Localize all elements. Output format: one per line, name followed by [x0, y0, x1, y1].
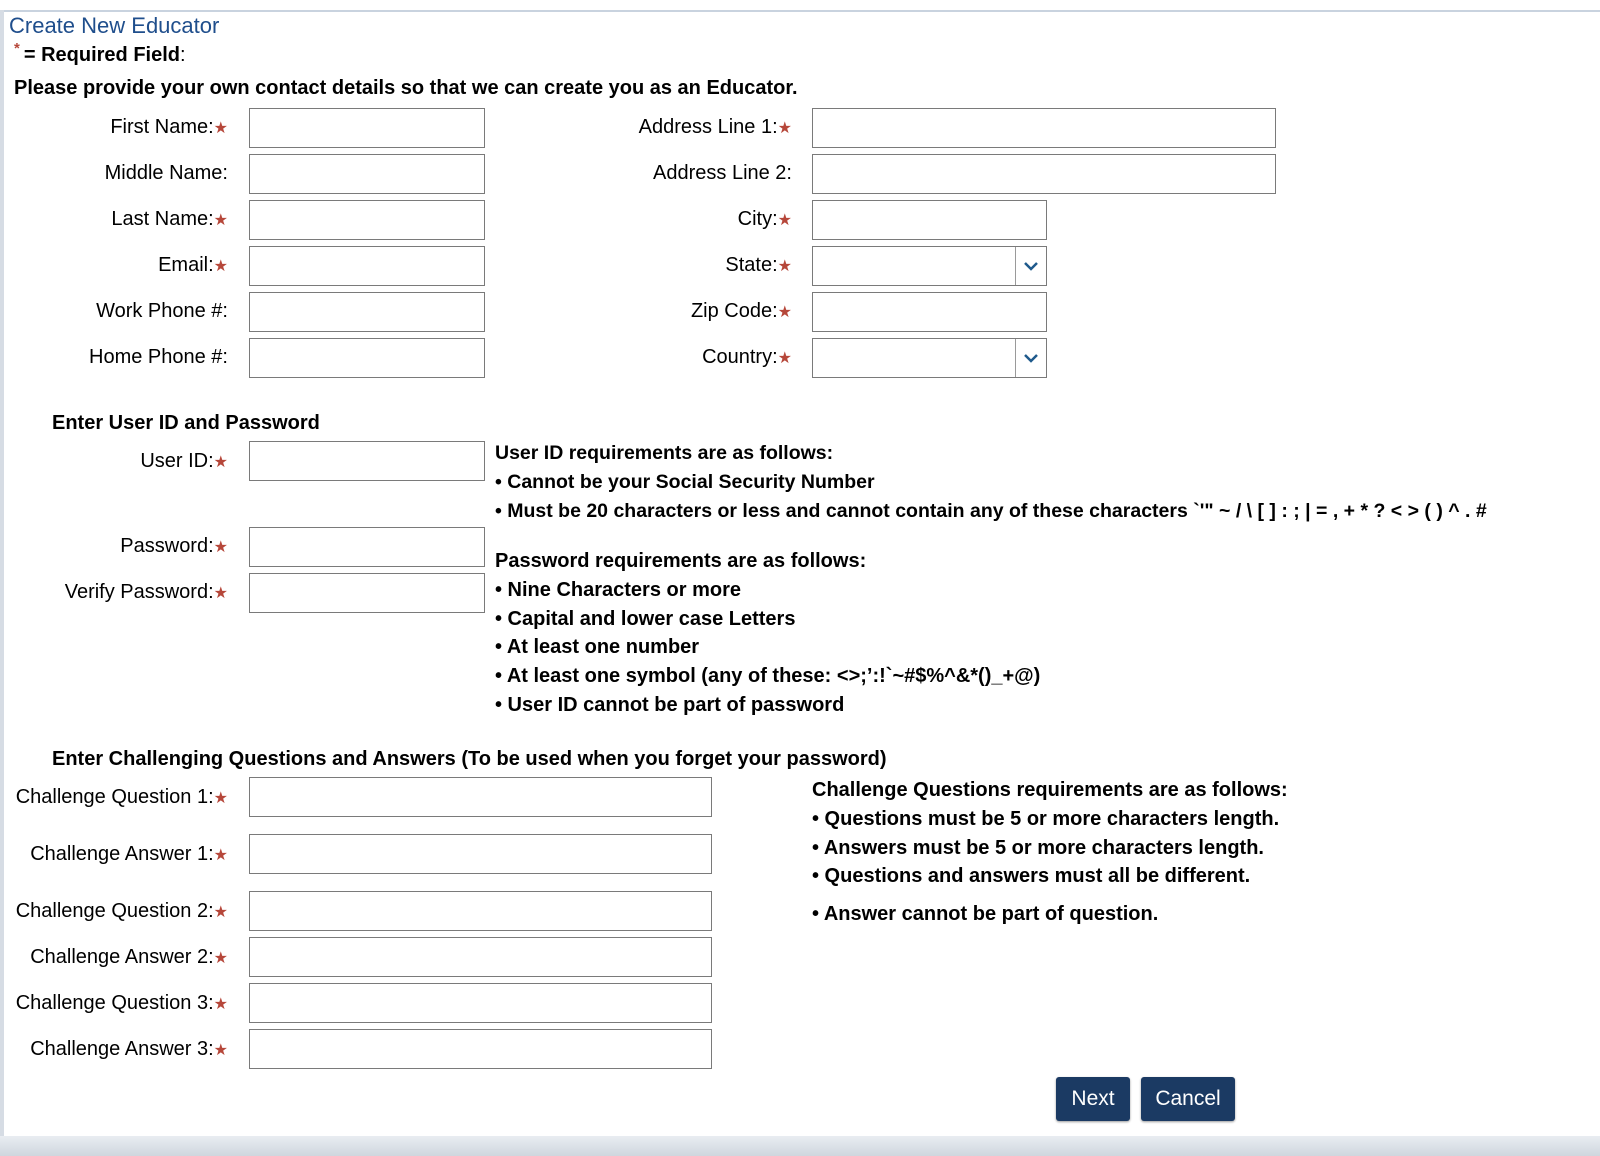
- chevron-down-icon[interactable]: [1015, 247, 1046, 285]
- challenge-question-2-input[interactable]: [249, 891, 712, 931]
- city-label: City:★: [737, 208, 792, 230]
- required-field-colon: :: [180, 44, 186, 66]
- email-label: Email:★: [158, 254, 228, 276]
- password-requirement: • At least one symbol (any of these: <>;’:!`~#$%^&*()_+@): [495, 665, 1041, 688]
- next-button[interactable]: Next: [1056, 1077, 1130, 1121]
- user-id-requirement: • Cannot be your Social Security Number: [495, 470, 875, 493]
- required-star-icon: ★: [777, 212, 792, 229]
- required-star-icon: ★: [213, 120, 228, 137]
- middle-name-input[interactable]: [249, 154, 485, 194]
- home-phone-label: Home Phone #:: [89, 346, 228, 368]
- address-line-2-label: Address Line 2:: [653, 162, 792, 184]
- middle-name-label: Middle Name:: [104, 162, 228, 184]
- address-line-2-input[interactable]: [812, 154, 1276, 194]
- challenge-requirement: • Answer cannot be part of question.: [812, 903, 1159, 926]
- password-label: Password:★: [120, 535, 228, 557]
- challenge-section-heading: Enter Challenging Questions and Answers (To be used when you forget your password): [52, 748, 887, 770]
- challenge-question-1-label: Challenge Question 1:★: [15, 786, 228, 808]
- password-requirement: • Capital and lower case Letters: [495, 607, 796, 630]
- password-input[interactable]: [249, 527, 485, 567]
- window-top-border: [0, 0, 1600, 12]
- page-title: Create New Educator: [9, 13, 220, 38]
- last-name-label: Last Name:★: [111, 208, 228, 230]
- challenge-question-3-label: Challenge Question 3:★: [15, 992, 228, 1014]
- challenge-answer-1-input[interactable]: [249, 834, 712, 874]
- chevron-down-icon[interactable]: [1015, 339, 1046, 377]
- user-id-requirement: • Must be 20 characters or less and cannot contain any of these characters `'" ~ / \ [ ] : ; | = , + * ? < > ( ) ^ . #: [495, 499, 1487, 522]
- window-left-border: [0, 10, 4, 1156]
- zip-code-label: Zip Code:★: [690, 300, 792, 322]
- country-select[interactable]: [812, 338, 1047, 378]
- challenge-requirement: • Questions and answers must all be different.: [812, 865, 1251, 888]
- user-id-requirements-title: User ID requirements are as follows:: [495, 442, 834, 464]
- required-star-icon: ★: [213, 454, 228, 471]
- state-label: State:★: [725, 254, 792, 276]
- country-label: Country:★: [702, 346, 792, 368]
- intro-text: Please provide your own contact details so that we can create you as an Educator.: [14, 77, 798, 99]
- password-requirement: • At least one number: [495, 636, 700, 659]
- password-requirement: • Nine Characters or more: [495, 578, 741, 601]
- challenge-answer-2-input[interactable]: [249, 937, 712, 977]
- password-requirements: [495, 547, 1040, 720]
- cancel-button[interactable]: Cancel: [1141, 1077, 1235, 1121]
- challenge-requirement: • Answers must be 5 or more characters length.: [812, 836, 1264, 859]
- user-id-input[interactable]: [249, 441, 485, 481]
- challenge-requirement: • Questions must be 5 or more characters length.: [812, 807, 1280, 830]
- work-phone-label: Work Phone #:: [96, 300, 228, 322]
- challenge-question-1-input[interactable]: [249, 777, 712, 817]
- zip-code-input[interactable]: [812, 292, 1047, 332]
- first-name-input[interactable]: [249, 108, 485, 148]
- state-select[interactable]: [812, 246, 1047, 286]
- user-id-label: User ID:★: [140, 450, 228, 472]
- required-star-icon: ★: [213, 996, 228, 1013]
- required-star-icon: ★: [777, 120, 792, 137]
- window-bottom-border: [0, 1136, 1600, 1156]
- required-star-icon: ★: [213, 212, 228, 229]
- required-star-icon: *: [14, 40, 20, 57]
- address-line-1-input[interactable]: [812, 108, 1276, 148]
- challenge-question-3-input[interactable]: [249, 983, 712, 1023]
- challenge-answer-1-label: Challenge Answer 1:★: [30, 843, 228, 865]
- required-star-icon: ★: [213, 950, 228, 967]
- challenge-requirements-title: Challenge Questions requirements are as follows:: [812, 779, 1288, 801]
- last-name-input[interactable]: [249, 200, 485, 240]
- required-star-icon: ★: [213, 904, 228, 921]
- required-star-icon: ★: [213, 1042, 228, 1059]
- email-input[interactable]: [249, 246, 485, 286]
- challenge-requirements: [812, 776, 1288, 929]
- challenge-answer-3-label: Challenge Answer 3:★: [30, 1038, 228, 1060]
- required-field-text: = Required Field: [23, 44, 180, 66]
- city-input[interactable]: [812, 200, 1047, 240]
- required-star-icon: ★: [213, 790, 228, 807]
- required-field-note: [14, 40, 186, 67]
- challenge-answer-2-label: Challenge Answer 2:★: [30, 946, 228, 968]
- verify-password-label: Verify Password:★: [64, 581, 228, 603]
- required-star-icon: ★: [777, 258, 792, 275]
- required-star-icon: ★: [213, 539, 228, 556]
- password-requirement: • User ID cannot be part of password: [495, 693, 845, 716]
- work-phone-input[interactable]: [249, 292, 485, 332]
- home-phone-input[interactable]: [249, 338, 485, 378]
- required-star-icon: ★: [777, 350, 792, 367]
- required-star-icon: ★: [213, 585, 228, 602]
- required-star-icon: ★: [777, 304, 792, 321]
- address-line-1-label: Address Line 1:★: [638, 116, 792, 138]
- required-star-icon: ★: [213, 258, 228, 275]
- challenge-answer-3-input[interactable]: [249, 1029, 712, 1069]
- account-section-heading: Enter User ID and Password: [52, 412, 320, 434]
- user-id-requirements: [495, 439, 1487, 525]
- password-requirements-title: Password requirements are as follows:: [495, 550, 867, 572]
- verify-password-input[interactable]: [249, 573, 485, 613]
- required-star-icon: ★: [213, 847, 228, 864]
- first-name-label: First Name:★: [110, 116, 228, 138]
- challenge-question-2-label: Challenge Question 2:★: [15, 900, 228, 922]
